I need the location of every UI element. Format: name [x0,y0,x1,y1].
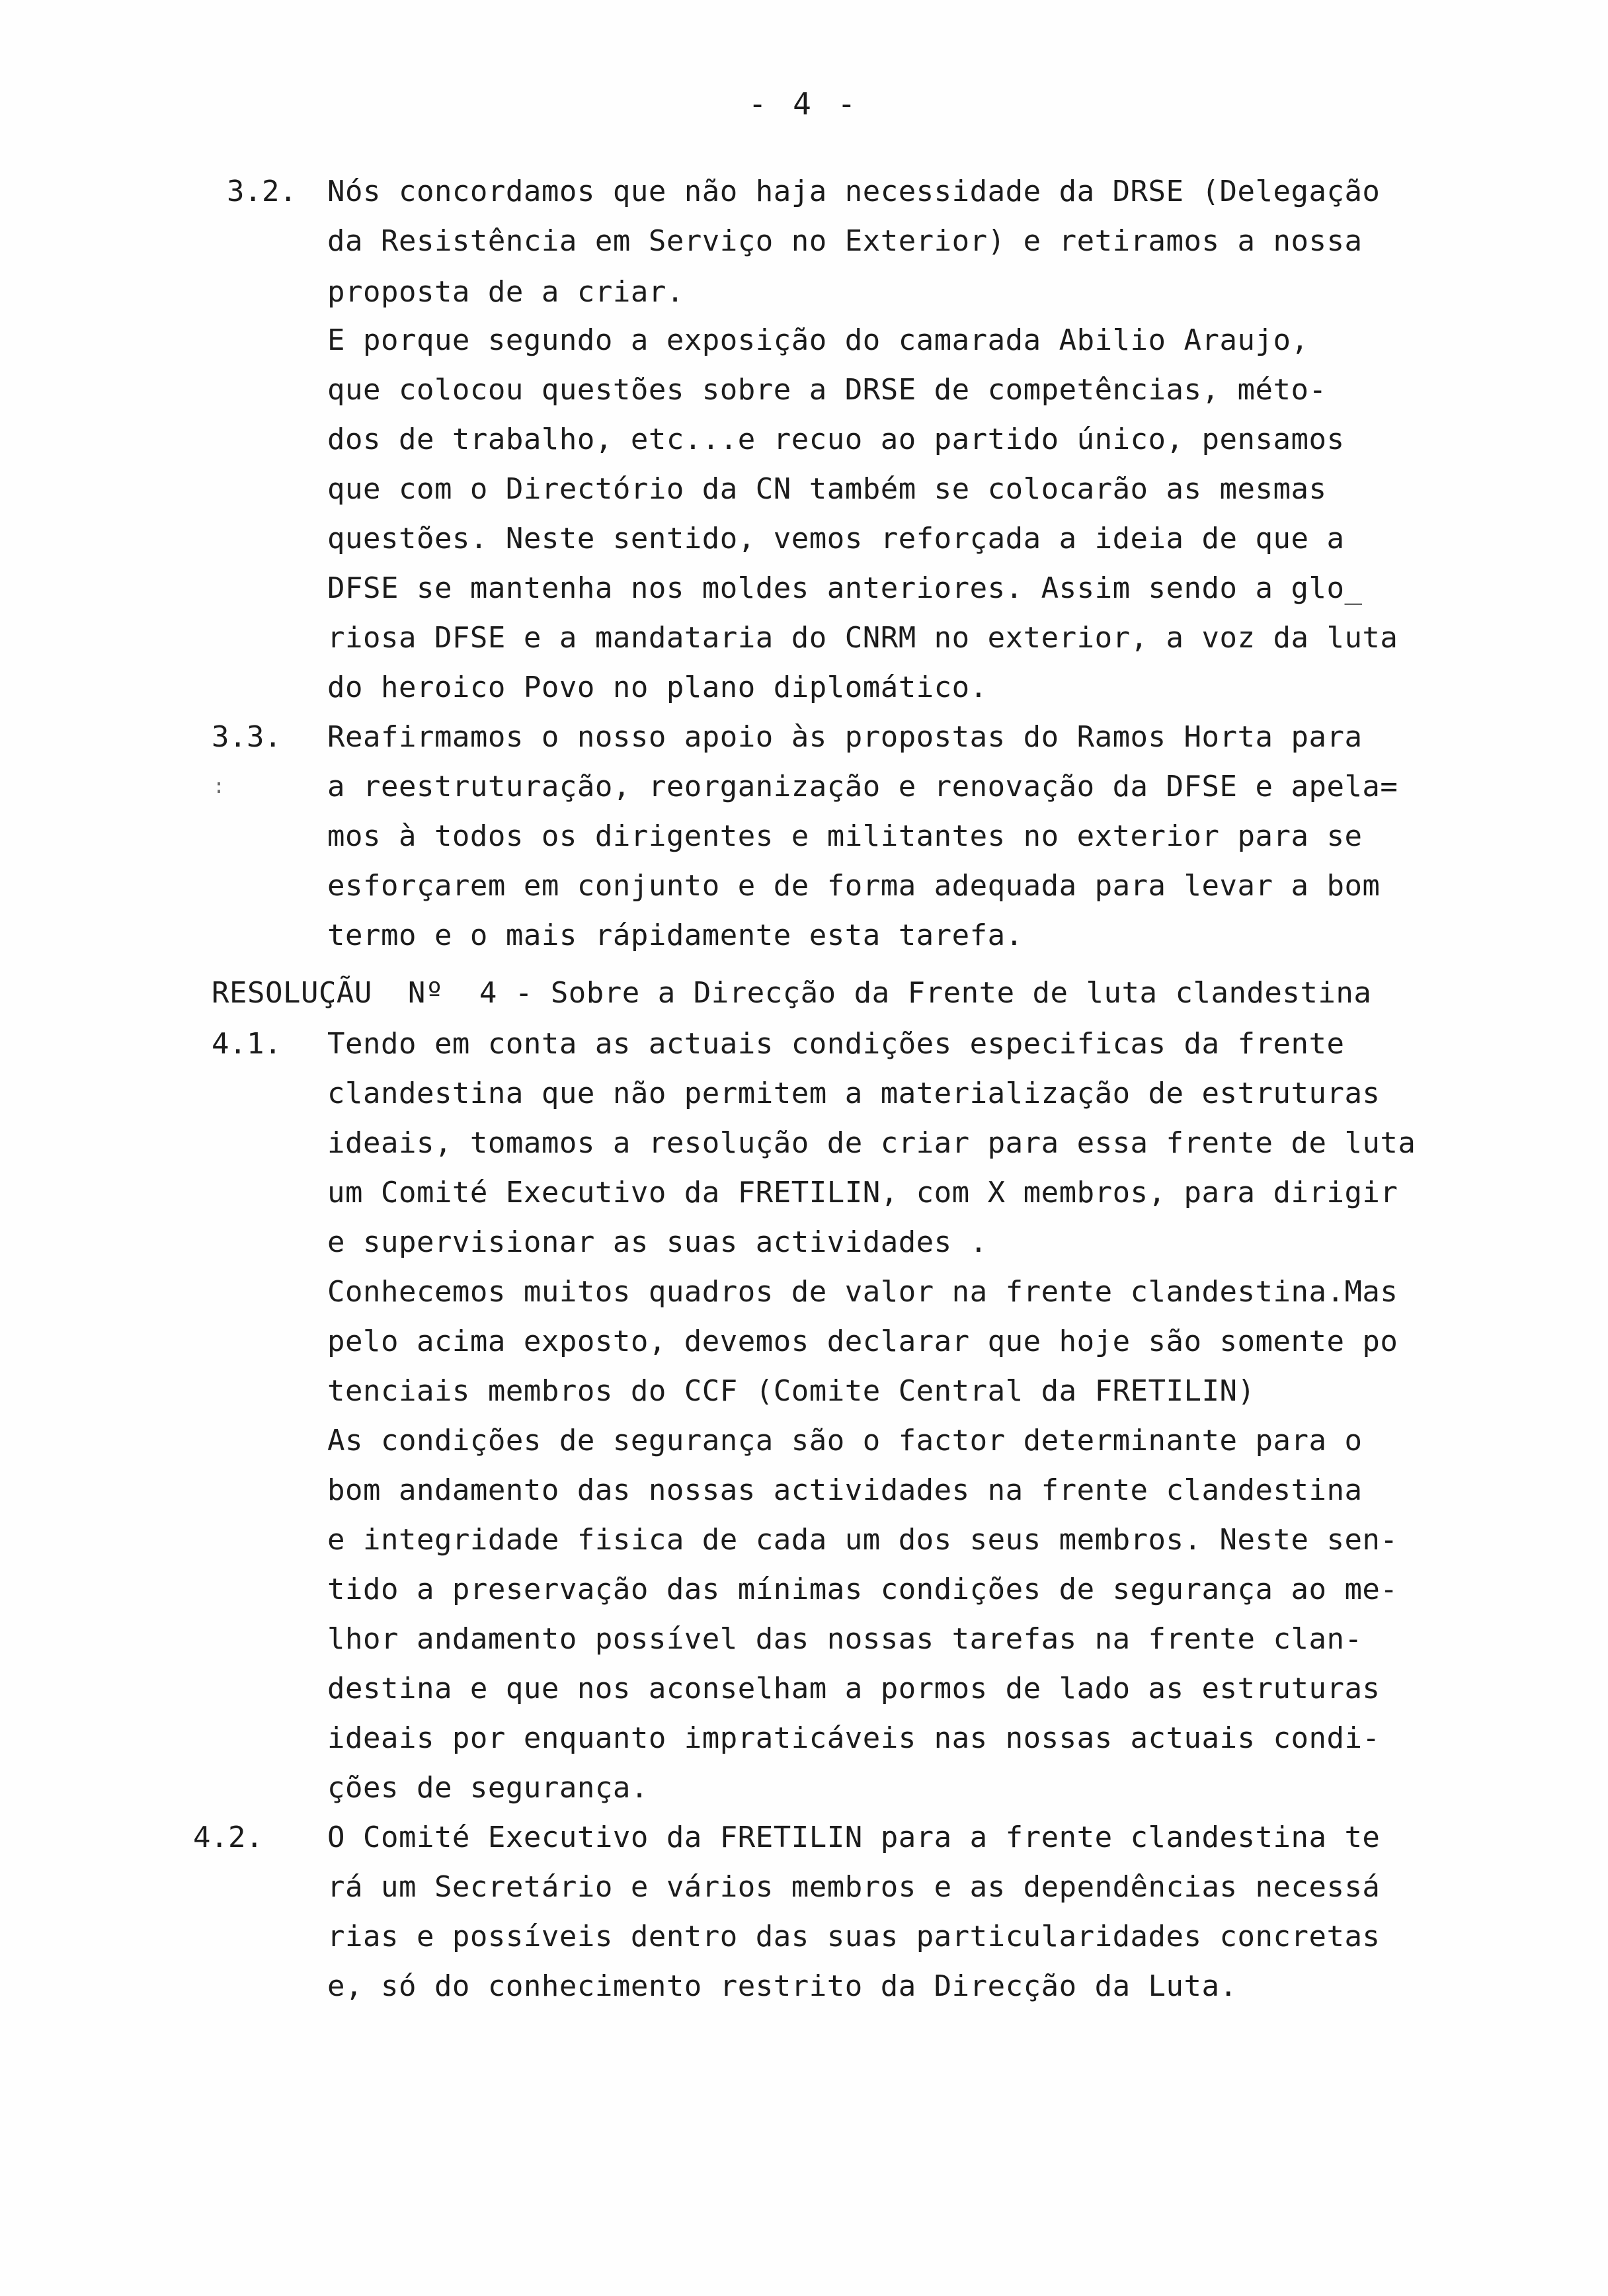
text-line: lhor andamento possível das nossas tarefas na frente clan- [327,1622,1363,1656]
margin-mark: : [213,775,225,798]
text-line: clandestina que não permitem a materialização de estruturas [327,1077,1381,1110]
text-line: que colocou questões sobre a DRSE de competências, méto- [327,373,1327,407]
text-line: As condições de segurança são o factor determinante para o [327,1424,1363,1457]
text-line: bom andamento das nossas actividades na frente clandestina [327,1473,1363,1507]
section-number-4-2: 4.2. [193,1821,263,1854]
section-number-4-1: 4.1. [212,1027,282,1061]
text-line: proposta de a criar. [327,275,684,309]
text-line: e integridade fisica de cada um dos seus membros. Neste sen- [327,1523,1398,1557]
text-line: que com o Directório da CN também se colocarão as mesmas [327,472,1327,506]
text-line: O Comité Executivo da FRETILIN para a frente clandestina te [327,1821,1381,1854]
text-line: a reestruturação, reorganização e renovação da DFSE e apela= [327,770,1398,803]
text-line: tenciais membros do CCF (Comite Central da FRETILIN) [327,1374,1256,1408]
text-line: Tendo em conta as actuais condições especificas da frente [327,1027,1345,1061]
text-line: tido a preservação das mínimas condições de segurança ao me- [327,1573,1398,1606]
text-line: e supervisionar as suas actividades . [327,1225,988,1259]
text-line: Nós concordamos que não haja necessidade da DRSE (Delegação [327,175,1381,208]
text-line: ideais por enquanto impraticáveis nas nossas actuais condi- [327,1721,1381,1755]
text-line: Reafirmamos o nosso apoio às propostas do Ramos Horta para [327,720,1363,754]
text-line: do heroico Povo no plano diplomático. [327,671,988,704]
text-line: da Resistência em Serviço no Exterior) e retiramos a nossa [327,224,1363,258]
text-line: DFSE se mantenha nos moldes anteriores. Assim sendo a glo_ [327,571,1363,605]
text-line: Conhecemos muitos quadros de valor na frente clandestina.Mas [327,1275,1398,1309]
text-line: destina e que nos aconselham a pormos de lado as estruturas [327,1672,1381,1705]
text-line: ideais, tomamos a resolução de criar para essa frente de luta [327,1126,1416,1160]
section-number-3-2: 3.2. [227,175,297,208]
resolution-heading: RESOLUÇÃU Nº 4 - Sobre a Direcção da Frente de luta clandestina [212,976,1372,1010]
text-line: ções de segurança. [327,1771,649,1805]
text-line: rá um Secretário e vários membros e as dependências necessá [327,1870,1381,1904]
page-number: - 4 - [748,86,860,122]
text-line: esforçarem em conjunto e de forma adequada para levar a bom [327,869,1381,903]
text-line: riosa DFSE e a mandataria do CNRM no exterior, a voz da luta [327,621,1398,655]
text-line: pelo acima exposto, devemos declarar que hoje são somente po [327,1325,1398,1358]
section-number-3-3: 3.3. [212,720,282,754]
text-line: rias e possíveis dentro das suas particularidades concretas [327,1920,1381,1953]
text-line: E porque segundo a exposição do camarada Abilio Araujo, [327,323,1309,357]
text-line: questões. Neste sentido, vemos reforçada a ideia de que a [327,522,1345,555]
text-line: mos à todos os dirigentes e militantes no exterior para se [327,819,1363,853]
text-line: e, só do conhecimento restrito da Direcção da Luta. [327,1969,1238,2003]
text-line: dos de trabalho, etc...e recuo ao partido único, pensamos [327,423,1345,456]
text-line: termo e o mais rápidamente esta tarefa. [327,919,1024,952]
text-line: um Comité Executivo da FRETILIN, com X membros, para dirigir [327,1176,1398,1210]
